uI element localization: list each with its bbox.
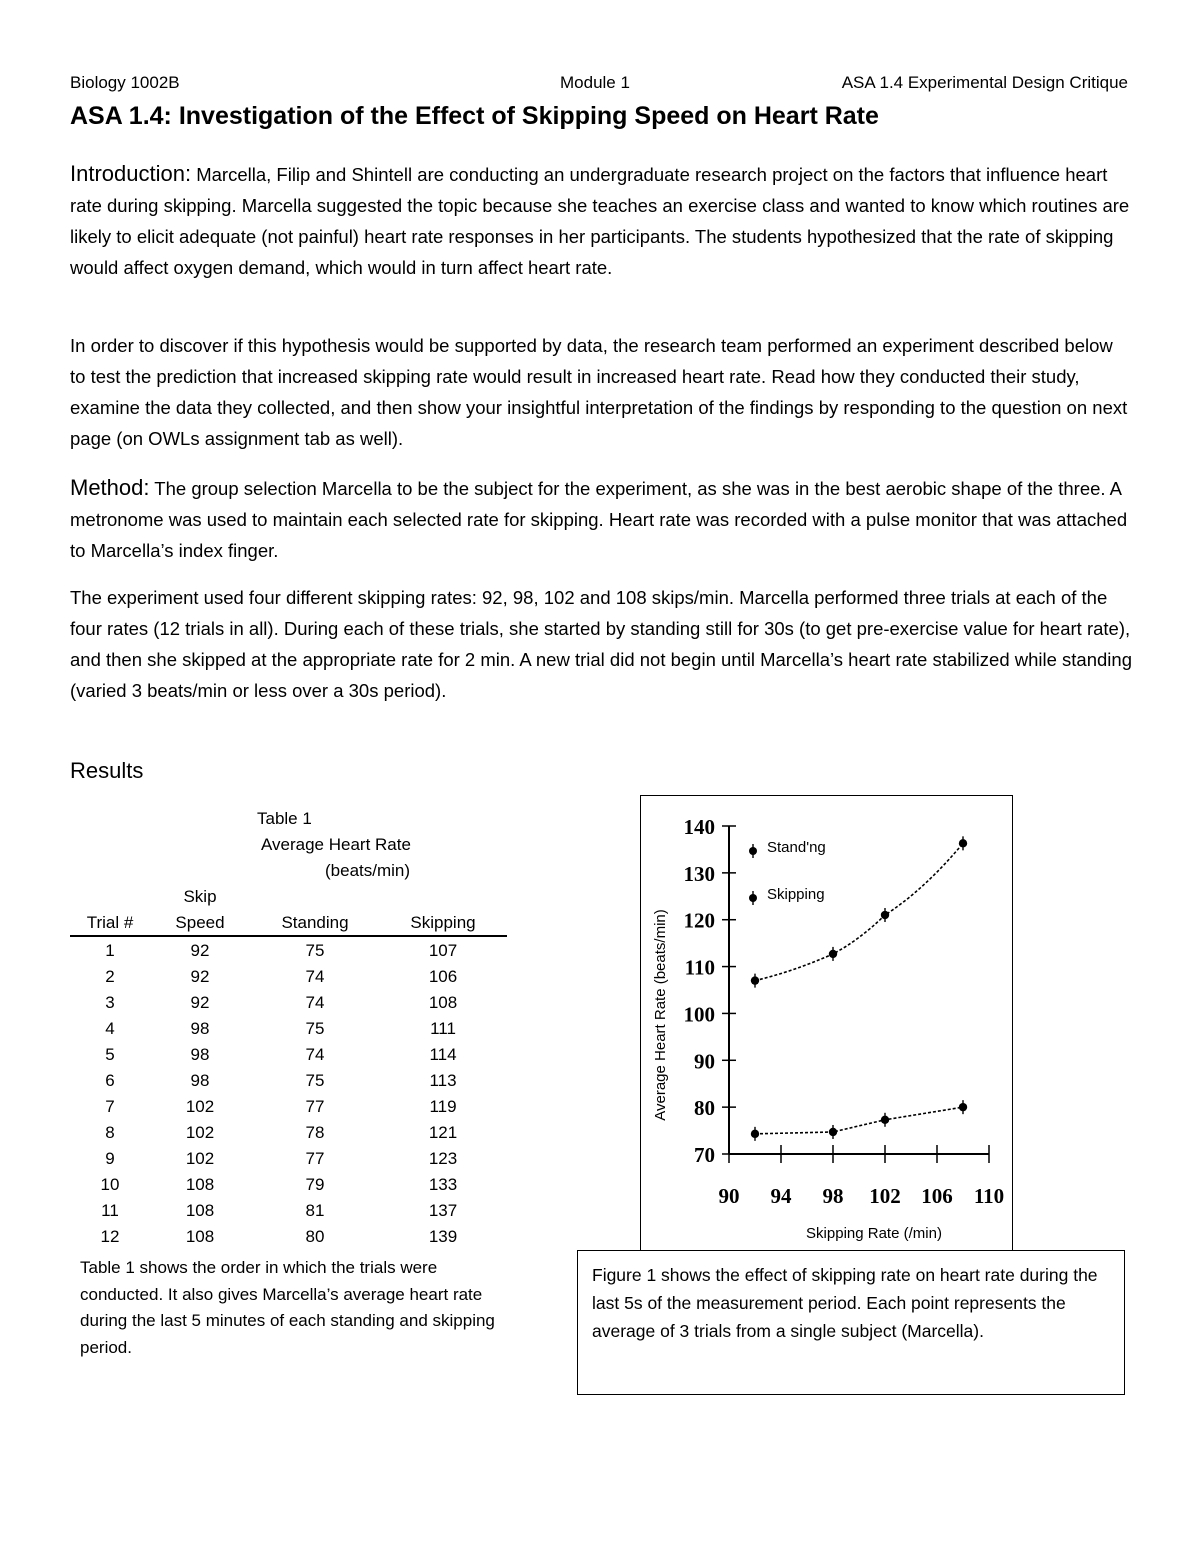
table-row: 4 98 75 111 (105, 1019, 456, 1038)
table-row: 11 108 81 137 (101, 1201, 458, 1220)
x-axis-label: Skipping Rate (/min) (806, 1225, 942, 1242)
x-tick-label: 106 (921, 1184, 953, 1208)
table-row: 8 102 78 121 (105, 1123, 458, 1142)
figure-caption-box (577, 1250, 1125, 1395)
method-paragraph (70, 472, 1132, 566)
method-text: The group selection Marcella to be the subject for the experiment, as she was in the best aerobic shape of the three. A metronome was used to maintain each selected rate for skipping. Heart rate was recorded with a pulse monitor that was attached to Marcella’s index finger. (70, 478, 1128, 561)
figure-1 (640, 795, 1013, 1251)
legend-label: Skipping (767, 886, 825, 903)
table-header-rule (70, 935, 507, 937)
y-tick-label: 110 (684, 955, 715, 980)
table-row: 6 98 75 113 (105, 1071, 457, 1090)
page-title: ASA 1.4: Investigation of the Effect of Skipping Speed on Heart Rate (70, 102, 879, 130)
table-row: 3 92 74 108 (105, 993, 458, 1012)
method-label: Method: (70, 475, 150, 500)
introduction-label: Introduction: (70, 161, 192, 186)
table-caption-measure: Average Heart Rate (261, 835, 411, 854)
table-row: 12 108 80 139 (100, 1227, 458, 1246)
table-caption: Table 1 (257, 809, 312, 828)
x-tick-label: 102 (869, 1184, 901, 1208)
y-tick-label: 80 (694, 1096, 715, 1121)
introduction-paragraph (70, 158, 1132, 283)
y-axis-label: Average Heart Rate (beats/min) (652, 909, 669, 1121)
y-tick-label: 100 (683, 1002, 715, 1027)
table-header-standing: Standing (281, 913, 349, 932)
skipping-series-line (755, 843, 963, 980)
figure-caption: Figure 1 shows the effect of skipping rate on heart rate during the last 5s of the measurement period. Each point represents the average of 3 trials from a single subject (Marcella). (592, 1265, 1098, 1341)
table-row: 9 102 77 123 (105, 1149, 458, 1168)
header-assignment: ASA 1.4 Experimental Design Critique (841, 73, 1128, 92)
table-row: 1 92 75 107 (105, 941, 458, 960)
standing-series-line (755, 1107, 963, 1134)
experiment-paragraph: The experiment used four different skipping rates: 92, 98, 102 and 108 skips/min. Marcella performed three trials at each of the four rates (12 trials in all). During each of these trials, she started by standing still for 30s (to get pre-exercise value for heart rate), and then she skipped at the appropriate rate for 2 min. A new trial did not begin until Marcella’s heart rate stabilized while standing (varied 3 beats/min or less over a 30s period). (70, 587, 1132, 701)
table-note: Table 1 shows the order in which the trials were conducted. It also gives Marcella’s average heart rate during the last 5 minutes of each standing and skipping period. (80, 1258, 495, 1357)
y-tick-label: 120 (683, 908, 715, 933)
y-tick-label: 90 (694, 1049, 715, 1074)
introduction-text: Marcella, Filip and Shintell are conducting an undergraduate research project on the factors that influence heart rate during skipping. Marcella suggested the topic because she teaches an exercise class and wanted to know which routines are likely to elicit adequate (not painful) heart rate responses in her participants. The students hypothesized that the rate of skipping would affect oxygen demand, which would in turn affect heart rate. (70, 164, 1130, 278)
table-caption-units: (beats/min) (325, 861, 411, 880)
heart-rate-chart (641, 796, 1012, 1251)
hypothesis-paragraph: In order to discover if this hypothesis would be supported by data, the research team performed an experiment described below to test the prediction that increased skipping rate would result in increased heart rate. Read how they conducted their study, examine the data they collected, and then show your insightful interpretation of the findings by responding to the question on next page (on OWLs assignment tab as well). (70, 335, 1128, 449)
table-header-speed-line1: Skip (183, 887, 217, 906)
results-heading: Results (70, 758, 144, 783)
table-row: 5 98 74 114 (105, 1045, 457, 1064)
x-tick-label: 110 (973, 1184, 1005, 1208)
y-tick-label: 140 (683, 815, 715, 839)
table-header-speed-line2: Speed (175, 913, 225, 932)
x-tick-label: 94 (770, 1184, 792, 1208)
y-tick-label: 130 (683, 861, 715, 886)
header-course: Biology 1002B (70, 73, 180, 92)
header-module: Module 1 (560, 73, 630, 92)
table-row: 2 92 74 106 (105, 967, 458, 986)
x-tick-label: 90 (718, 1184, 740, 1208)
table-row: 7 102 77 119 (105, 1097, 457, 1116)
table-header-skipping: Skipping (410, 913, 476, 932)
y-tick-label: 70 (694, 1143, 715, 1167)
legend-label: Stand'ng (767, 839, 826, 856)
table-row: 10 108 79 133 (100, 1175, 458, 1194)
x-tick-label: 98 (822, 1184, 844, 1208)
table-header-trial: Trial # (86, 913, 134, 932)
